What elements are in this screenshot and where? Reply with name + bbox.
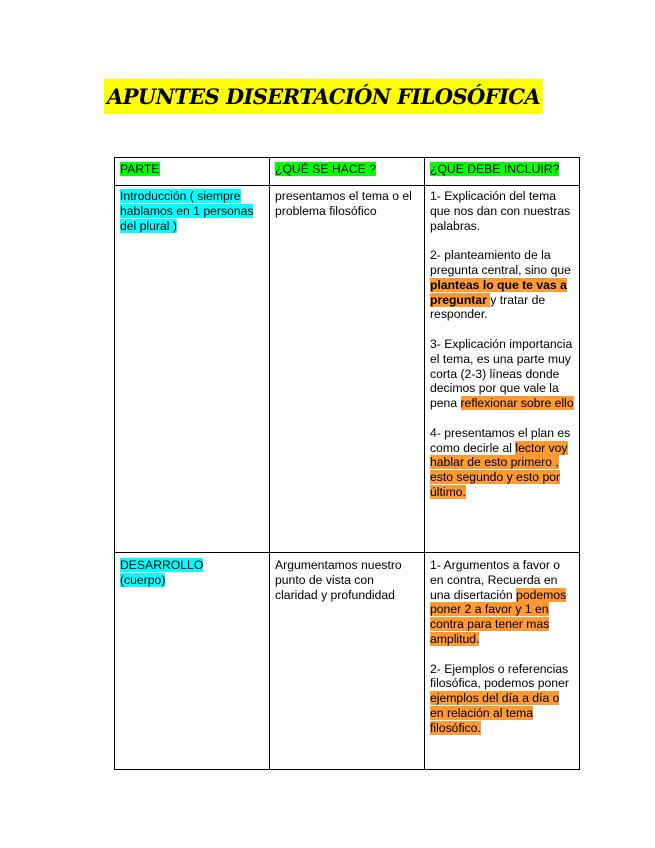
text-segment: 2- planteamiento de la pregunta central, sino que [430,248,571,277]
cell-text: presentamos el tema o el problema filosófico [275,189,412,218]
text-segment: y tratar de responder. [430,292,546,322]
text-segment: 1- Explicación del tema que nos dan con nuestras palabras. [430,189,571,233]
paragraph [430,248,574,322]
cell-text: Argumentamos nuestro punto de vista con claridad y profundidad [275,558,402,602]
table-row-desarrollo [115,553,580,770]
header-cell-parte [115,158,270,186]
header-label: ¿QUE DEBE INCLUIR? [430,162,560,176]
text-segment: 1- Argumentos a favor o en contra, Recuerda en una disertación [430,558,561,602]
highlighted-text: ejemplos del día a día o en relación al tema filosófico. [430,691,560,735]
highlighted-text: lector voy hablar de esto primero , esto segundo y esto por último. [430,440,568,499]
part-name: Introducción ( siempre hablamos en 1 personas del plural ) [120,189,254,233]
table-row-introduccion [115,186,580,553]
cell-que-se-hace [270,553,425,770]
header-cell-que-se-hace [270,158,425,186]
part-name: DESARROLLO [120,558,204,572]
header-label: ¿QUÉ SE HACE ? [275,162,376,176]
text-segment: 2- Ejemplos o referencias filosófica, podemos poner [430,661,569,691]
header-label: PARTE [120,162,160,176]
table-header-row [115,158,580,186]
cell-parte [115,186,270,553]
paragraph [430,426,574,500]
text-segment: 3- Explicación importancia el tema, es una parte muy corta (2-3) líneas donde decimos por que vale la pena [430,336,573,411]
cell-que-debe-incluir [425,186,580,553]
paragraph [430,662,574,736]
highlighted-text: reflexionar sobre ello [460,396,574,411]
highlighted-text: podemos poner 2 a favor y 1 en contra para tener mas amplitud. [430,587,567,646]
cell-que-debe-incluir [425,553,580,770]
cell-que-se-hace [270,186,425,553]
notes-table [114,157,580,770]
document-title: APUNTES DISERTACIÓN FILOSÓFICA [104,79,543,114]
highlighted-bold-text: planteas lo que te vas a preguntar [430,277,567,307]
part-subname: (cuerpo) [120,572,166,587]
paragraph [430,189,574,233]
paragraph [430,558,574,647]
text-segment: 4- presentamos el plan es como decirle al [430,425,571,455]
cell-parte [115,553,270,770]
paragraph [430,337,574,411]
header-cell-que-debe-incluir [425,158,580,186]
